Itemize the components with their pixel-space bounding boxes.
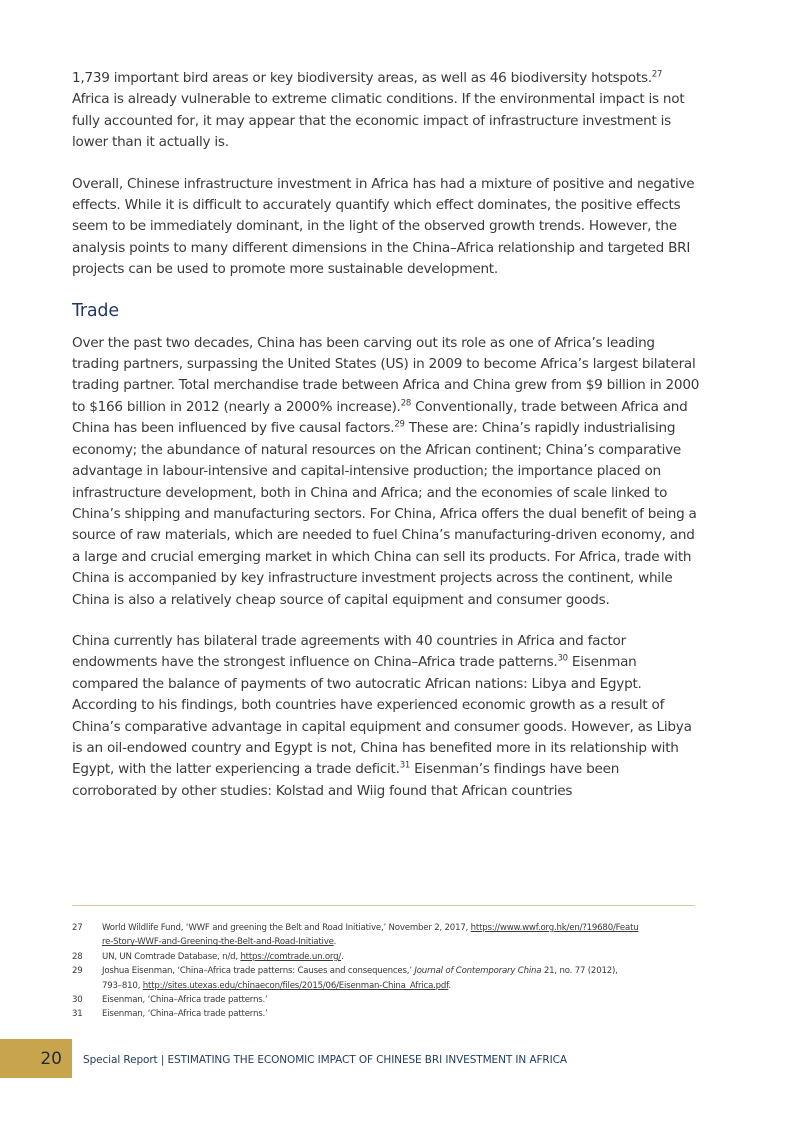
section-heading-trade: Trade xyxy=(72,300,119,321)
footnote-text: UN, UN Comtrade Database, n/d, https://comtrade.un.org/. xyxy=(102,951,344,962)
text-span: Eisenman compared the balance of payments of two autocratic African nations: Libya and Egypt. According to his findings, both countries have experienced economic growth as a result of China’s comparative advantage in capital equipment and consumer goods. However, as Libya is an oil-endowed country and Egypt is not, China has benefited more in its relationship with Egypt, with the latter experiencing a trade deficit. xyxy=(72,654,692,778)
footnote-number: 31 xyxy=(72,1009,83,1020)
footnote-text-span: World Wildlife Fund, ‘WWF and greening the Belt and Road Initiative,’ November 2, 2017, xyxy=(102,923,471,933)
footnote-ref-27[interactable]: 27 xyxy=(651,69,663,80)
paragraph-biodiversity xyxy=(72,68,700,154)
comtrade-link[interactable]: https://comtrade.un.org/ xyxy=(240,951,342,962)
text-span: 1,739 important bird areas or key biodiversity areas, as well as 46 biodiversity hotspots. xyxy=(72,70,652,86)
paragraph-overall: Overall, Chinese infrastructure investment in Africa has had a mixture of positive and negative effects. While it is difficult to accurately quantify which effect dominates, the positive effects seem to be immediately dominant, in the light of the observed growth trends. However, the analysis points to many different dimensions in the China–Africa relationship and targeted BRI projects can be used to promote more sustainable development. xyxy=(72,175,695,278)
footnote-ref-29[interactable]: 29 xyxy=(394,419,405,430)
footnote-29-cont: 793–810, http://sites.utexas.edu/chinaecon/files/2015/06/Eisenman-China_Africa.pdf. xyxy=(102,980,451,991)
page-number: 20 xyxy=(40,1048,62,1069)
text-span: Eisenman’s findings have been corroborated by other studies: Kolstad and Wiig found that African countries xyxy=(72,761,620,799)
footnote-29 xyxy=(72,964,702,978)
footnote-28 xyxy=(72,950,702,964)
text-span: Africa is already vulnerable to extreme climatic conditions. If the environmental impact is not fully accounted for, it may appear that the economic impact of infrastructure investment is lower than it actually is. xyxy=(72,91,685,151)
text-span: Conventionally, trade between Africa and China has been influenced by five causal factors. xyxy=(72,398,688,437)
footnote-text: Joshua Eisenman, ‘China–Africa trade patterns: Causes and consequences,’ Journal of Contemporary China 21, no. 77 (2012), xyxy=(102,966,618,977)
paragraph-trade-agreements xyxy=(72,631,700,802)
page-number-box xyxy=(0,1039,72,1078)
journal-title: Journal of Contemporary China xyxy=(414,966,542,977)
wwf-link[interactable]: https://www.wwf.org.hk/en/?19680/Featu xyxy=(470,923,639,933)
footnote-30 xyxy=(72,993,702,1007)
footnote-text: Eisenman, ‘China–Africa trade patterns.’ xyxy=(102,995,268,1006)
footnote-text: Eisenman, ‘China–Africa trade patterns.’ xyxy=(102,1009,268,1020)
footnote-text xyxy=(102,921,639,935)
footnote-31 xyxy=(72,1007,702,1021)
running-footer: Special Report | ESTIMATING THE ECONOMIC IMPACT OF CHINESE BRI INVESTMENT IN AFRICA xyxy=(83,1054,567,1066)
text-span: China currently has bilateral trade agreements with 40 countries in Africa and factor endowments have the strongest influence on China–Africa trade patterns. xyxy=(72,632,626,671)
footnote-ref-31[interactable]: 31 xyxy=(399,760,411,771)
footnote-27-cont: re-Story-WWF-and-Greening-the-Belt-and-Road-Initiative. xyxy=(102,937,337,948)
footnote-divider xyxy=(72,905,695,906)
footnote-number: 30 xyxy=(72,995,83,1006)
paragraph-trade-history xyxy=(72,333,700,611)
footnote-number: 29 xyxy=(72,966,83,977)
footnote-ref-28[interactable]: 28 xyxy=(400,398,412,409)
footnote-number: 27 xyxy=(72,923,83,933)
text-span: These are: China’s rapidly industrialising economy; the abundance of natural resources on the African continent; China’s comparative advantage in labour-intensive and capital-intensive production; the importance placed on infrastructure development, both in China and Africa; and the economies of scale linked to China’s shipping and manufacturing sectors. For China, Africa offers the dual benefit of being a source of raw materials, which are needed to fuel China’s manufacturing-driven economy, and a large and crucial emerging market in which China can sell its products. For Africa, trade with China is accompanied by key infrastructure investment projects across the continent, while China is also a relatively cheap source of capital equipment and consumer goods. xyxy=(72,420,697,608)
footnotes xyxy=(72,921,702,1022)
eisenman-pdf-link[interactable]: http://sites.utexas.edu/chinaecon/files/2015/06/Eisenman-China_Africa.pdf xyxy=(142,980,449,991)
main-content xyxy=(72,68,700,822)
text-span: Over the past two decades, China has been carving out its role as one of Africa’s leading trading partners, surpassing the United States (US) in 2009 to become Africa’s largest bilateral trading partner. Total merchandise trade between Africa and China grew from $9 billion in 2000 to $166 billion in 2012 (nearly a 2000% increase). xyxy=(72,334,700,415)
footnote-27 xyxy=(72,921,702,935)
wwf-link-cont[interactable]: re-Story-WWF-and-Greening-the-Belt-and-Road-Initiative xyxy=(102,937,334,948)
footnote-number: 28 xyxy=(72,951,83,962)
footnote-ref-30[interactable]: 30 xyxy=(557,653,568,664)
